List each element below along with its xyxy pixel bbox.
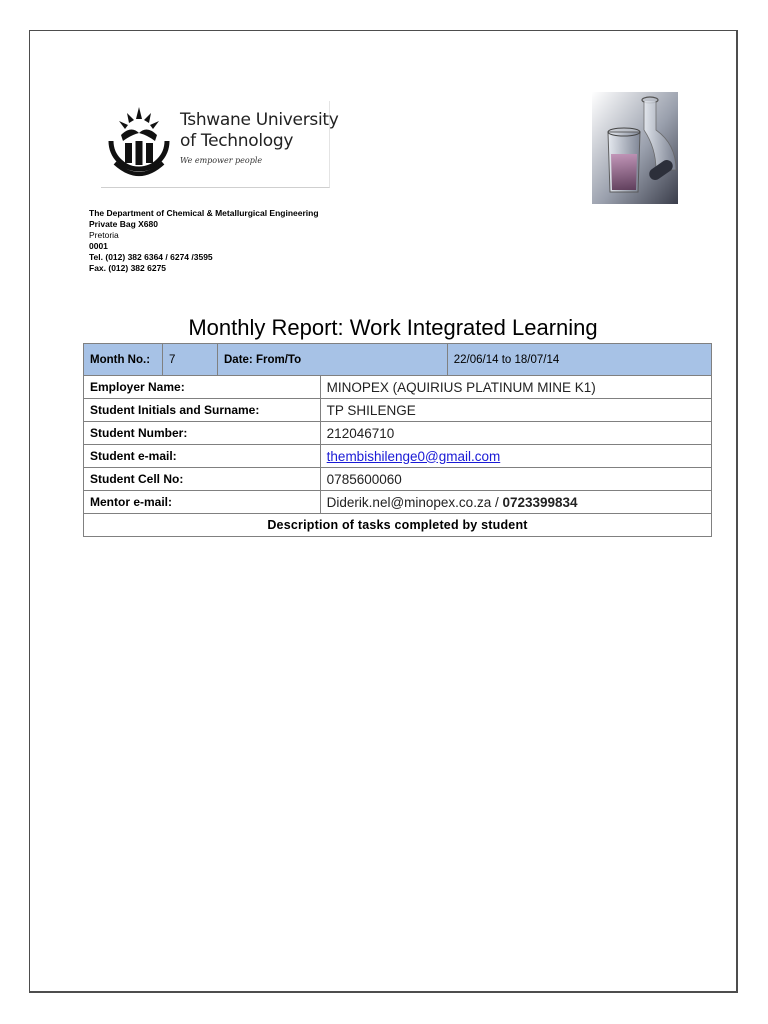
department-name: The Department of Chemical & Metallurgical Engineering xyxy=(89,208,319,218)
mentor-email-label: Mentor e-mail: xyxy=(84,491,321,514)
logo-name-line1: Tshwane University xyxy=(180,110,339,130)
postal-code: 0001 xyxy=(89,241,108,251)
student-email-link[interactable]: thembishilenge0@gmail.com xyxy=(326,448,501,464)
lab-glassware-image xyxy=(592,92,678,204)
student-email-label: Student e-mail: xyxy=(84,445,321,468)
report-header-row xyxy=(84,344,712,376)
student-email-cell xyxy=(320,445,711,468)
fax: Fax. (012) 382 6275 xyxy=(89,263,167,273)
logo-name-line2: of Technology xyxy=(180,131,294,151)
date-value: 22/06/14 to 18/07/14 xyxy=(447,344,711,376)
table-row xyxy=(84,399,712,422)
report-table xyxy=(83,343,712,537)
table-row xyxy=(84,376,712,399)
mentor-email-value: Diderik.nel@minopex.co.za xyxy=(326,494,492,510)
student-name-label: Student Initials and Surname: xyxy=(84,399,321,422)
city: Pretoria xyxy=(89,230,119,240)
table-row xyxy=(84,422,712,445)
mentor-email-cell xyxy=(320,491,711,514)
description-heading: Description of tasks completed by student xyxy=(84,514,712,537)
table-row xyxy=(84,491,712,514)
employer-value: MINOPEX (AQUIRIUS PLATINUM MINE K1) xyxy=(320,376,711,399)
table-row xyxy=(84,468,712,491)
university-logo xyxy=(101,101,339,188)
logo-tagline: We empower people xyxy=(180,156,263,165)
month-value: 7 xyxy=(163,344,218,376)
table-row xyxy=(84,514,712,537)
student-cell-label: Student Cell No: xyxy=(84,468,321,491)
report-title: Monthly Report: Work Integrated Learning xyxy=(188,315,598,340)
postal-bag: Private Bag X680 xyxy=(89,219,158,229)
tut-emblem-icon xyxy=(101,101,177,187)
mentor-separator: / xyxy=(491,494,503,510)
month-label: Month No.: xyxy=(84,344,163,376)
student-name-value: TP SHILENGE xyxy=(320,399,711,422)
telephone: Tel. (012) 382 6364 / 6274 /3595 xyxy=(89,252,213,262)
student-number-value: 212046710 xyxy=(320,422,711,445)
department-address xyxy=(89,208,319,274)
student-number-label: Student Number: xyxy=(84,422,321,445)
student-cell-value: 0785600060 xyxy=(320,468,711,491)
logo-text xyxy=(180,110,339,165)
employer-label: Employer Name: xyxy=(84,376,321,399)
table-row xyxy=(84,445,712,468)
mentor-phone-value: 0723399834 xyxy=(502,494,578,510)
date-label: Date: From/To xyxy=(218,344,448,376)
